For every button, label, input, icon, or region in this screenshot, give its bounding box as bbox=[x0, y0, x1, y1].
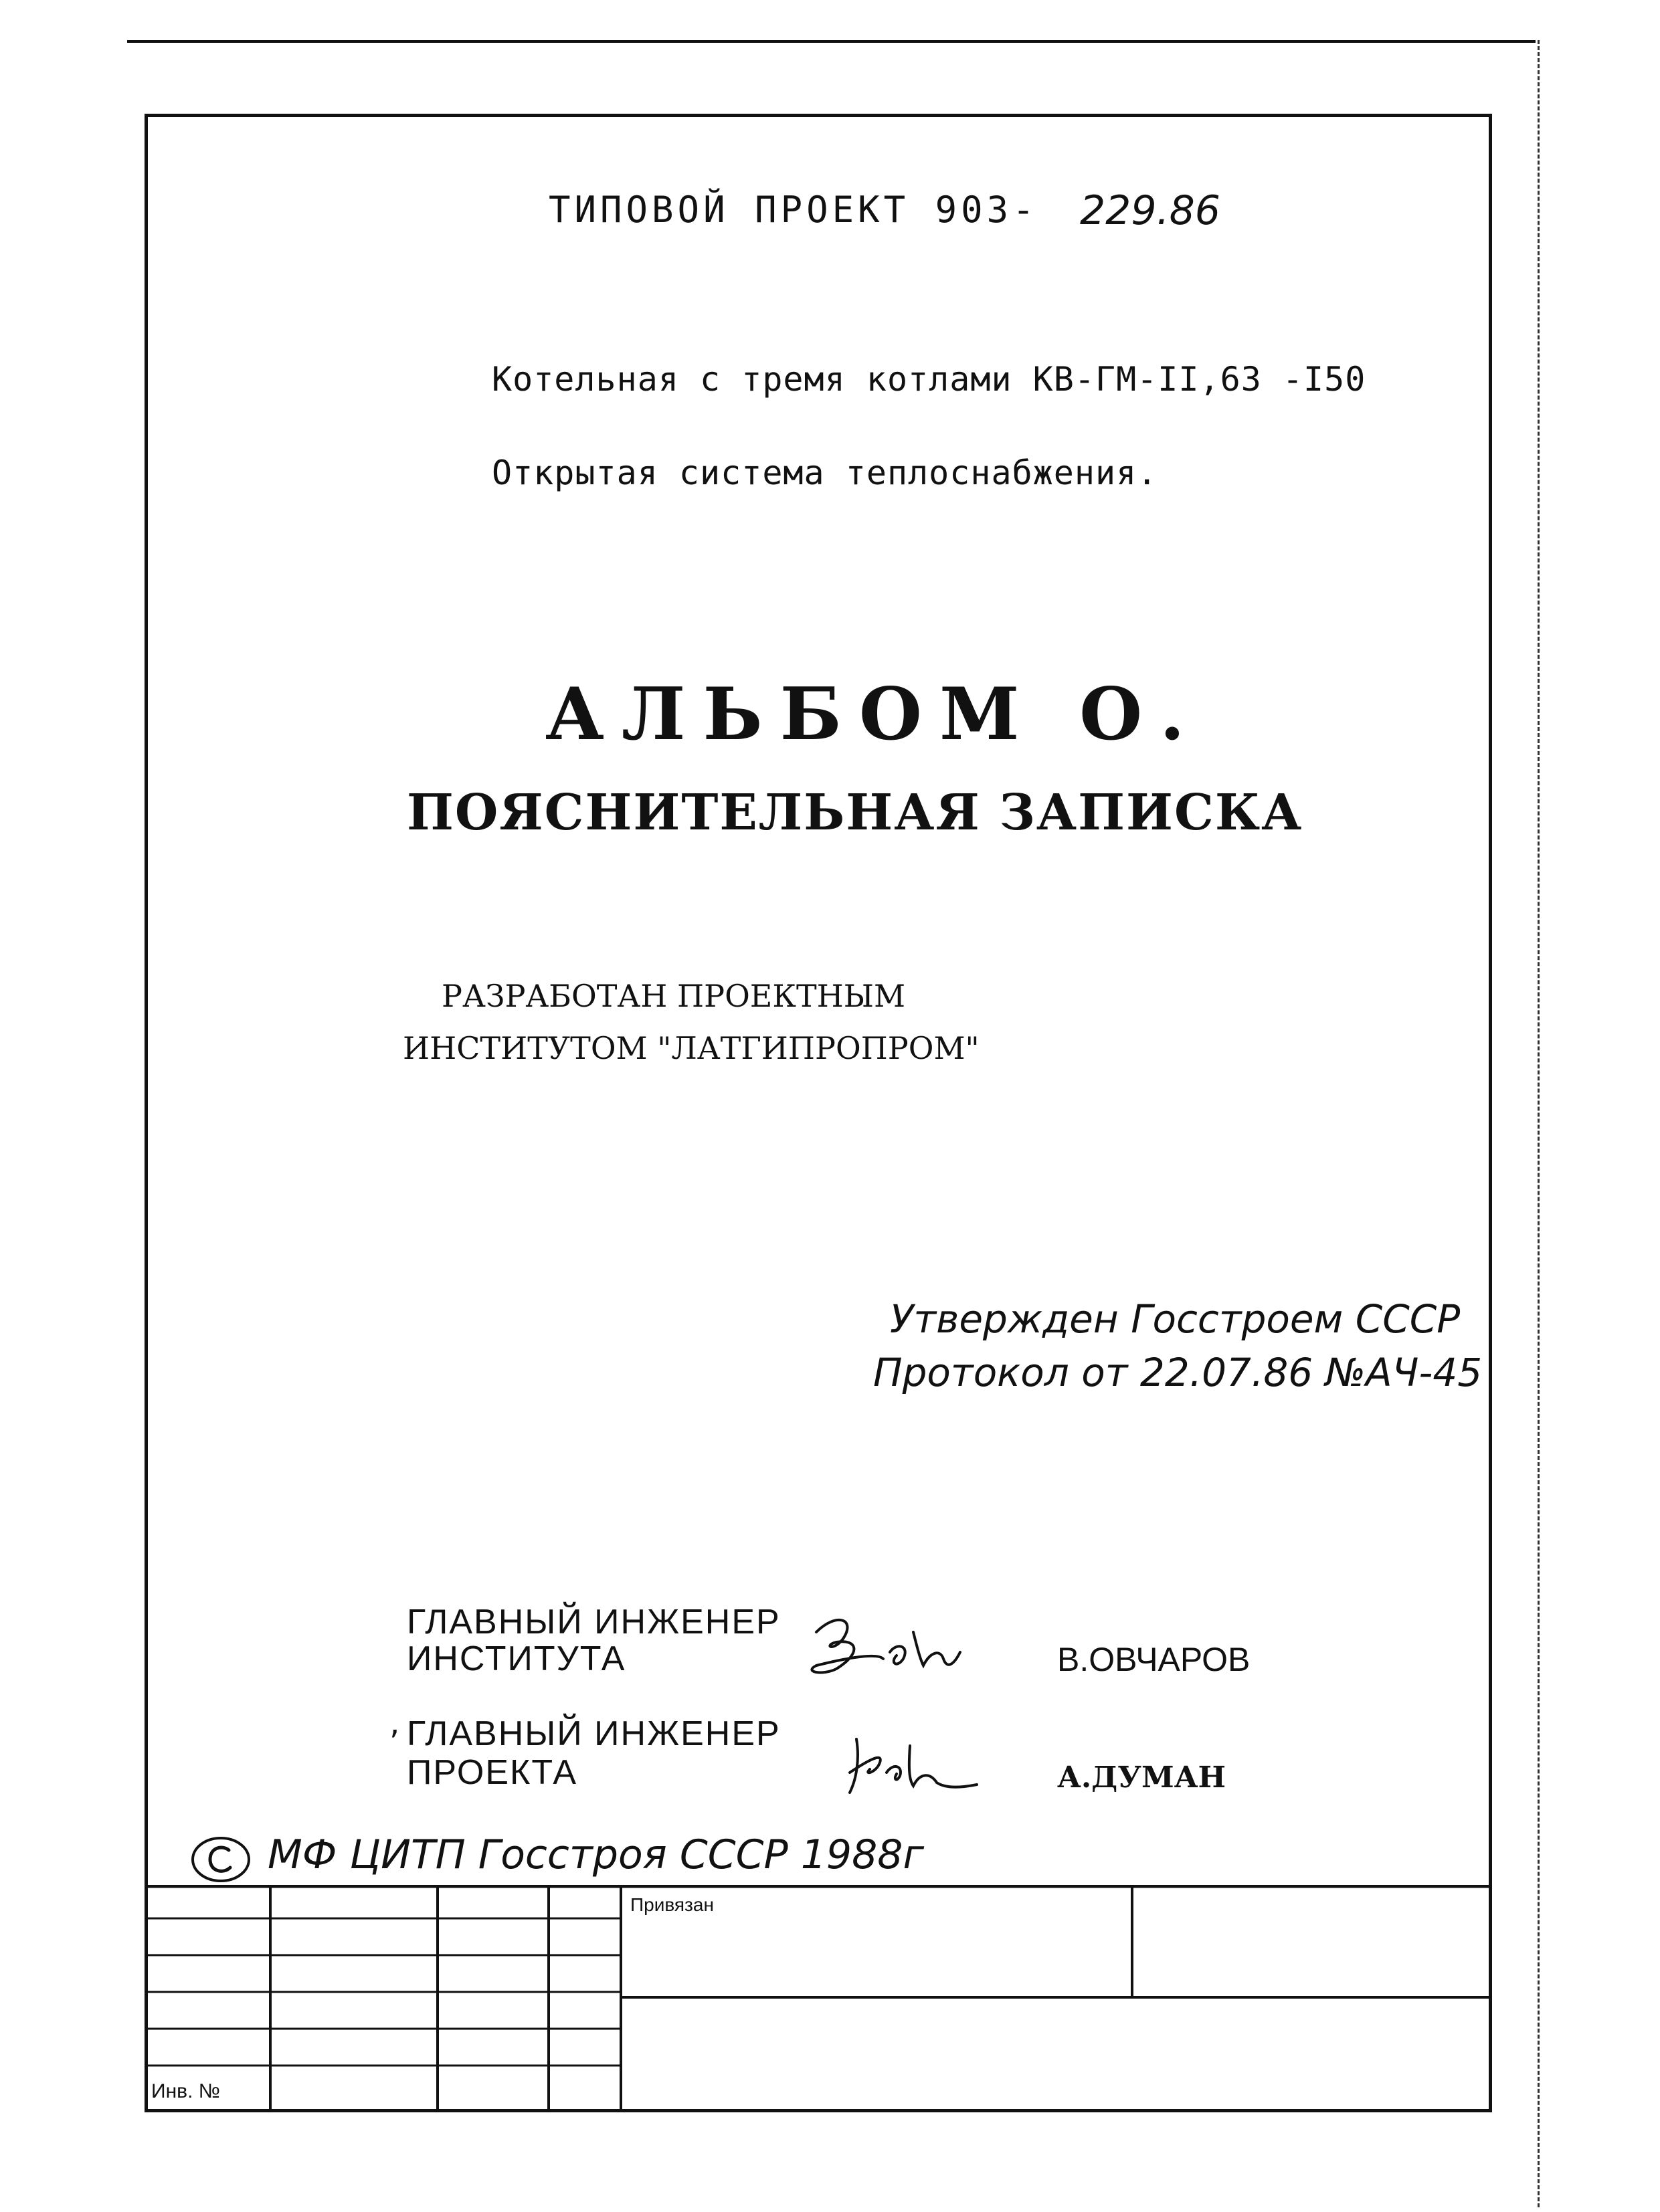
chief-engineer-institute-label-1: ГЛАВНЫЙ ИНЖЕНЕР bbox=[407, 1603, 781, 1641]
signature-duman bbox=[830, 1726, 984, 1806]
copyright-icon bbox=[187, 1833, 254, 1886]
approval-line-2: Протокол от 22.07.86 №АЧ-45 bbox=[873, 1350, 1483, 1395]
right-dashed-rule bbox=[1538, 40, 1540, 2207]
project-title: ТИПОВОЙ ПРОЕКТ 903- bbox=[549, 189, 1038, 231]
developer-line-1: РАЗРАБОТАН ПРОЕКТНЫМ bbox=[442, 978, 906, 1014]
copyright-text: МФ ЦИТП Госстроя СССР 1988г bbox=[268, 1831, 924, 1878]
project-number-handwritten: 229.86 bbox=[1080, 187, 1220, 234]
signature-ovcharov bbox=[796, 1605, 970, 1692]
chief-engineer-project-label-1: ГЛАВНЫЙ ИНЖЕНЕР bbox=[407, 1714, 781, 1753]
chief-engineer-project-label-2: ПРОЕКТА bbox=[407, 1753, 578, 1792]
chief-engineer-institute-name: В.ОВЧАРОВ bbox=[1057, 1641, 1251, 1678]
system-description: Открытая система теплоснабжения. bbox=[492, 454, 1158, 492]
privyazan-label: Привязан bbox=[630, 1894, 714, 1915]
top-rule bbox=[127, 40, 1536, 43]
chief-engineer-institute-label-2: ИНСТИТУТА bbox=[407, 1639, 626, 1678]
page-frame bbox=[145, 114, 1492, 2112]
title-block bbox=[145, 1885, 1492, 2112]
tick-mark: , bbox=[387, 1710, 403, 1740]
album-subtitle: ПОЯСНИТЕЛЬНАЯ ЗАПИСКА bbox=[407, 784, 1303, 841]
approval-line-1: Утвержден Госстроем СССР bbox=[890, 1296, 1461, 1342]
boiler-description: Котельная с тремя котлами КВ-ГМ-II,63 -I50 bbox=[492, 360, 1366, 399]
chief-engineer-project-name: А.ДУМАН bbox=[1057, 1761, 1226, 1795]
developer-line-2: ИНСТИТУТОМ "ЛАТГИПРОПРОМ" bbox=[403, 1030, 980, 1066]
inventory-number-label: Инв. № bbox=[151, 2080, 220, 2102]
album-title: АЛЬБОМ О. bbox=[545, 672, 1202, 757]
